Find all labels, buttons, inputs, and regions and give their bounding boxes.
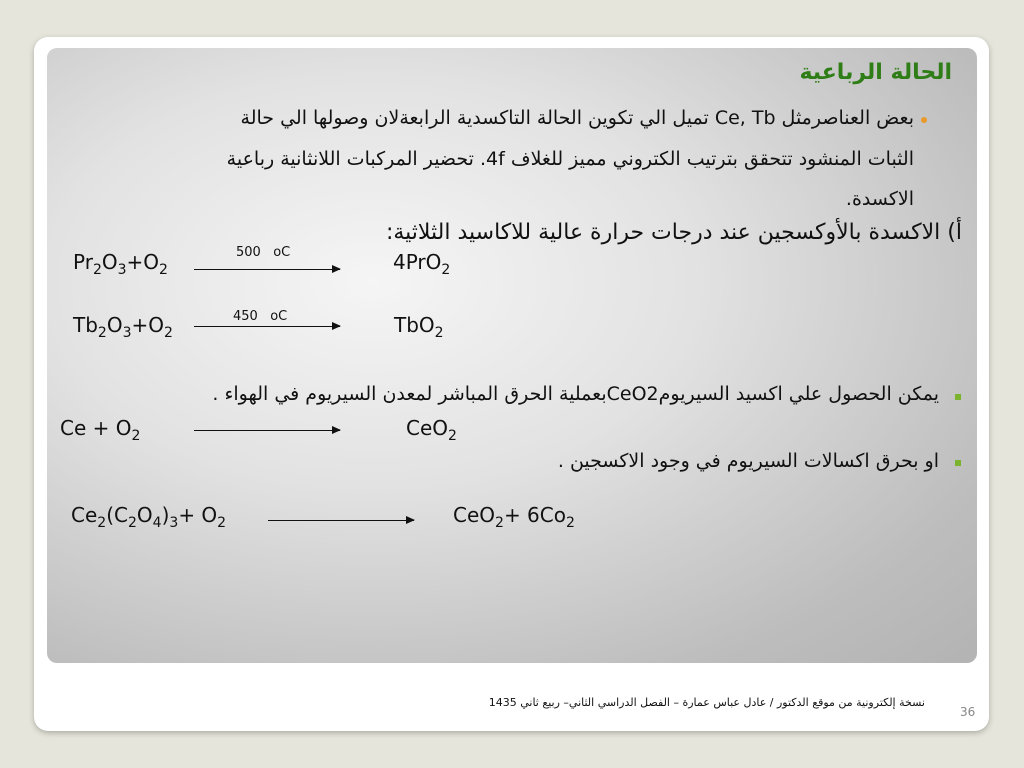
intro-line-2: الثبات المنشود تتحقق بترتيب الكتروني مميز للغلاف 4f. تحضير المركبات اللانثانية رباعية [226,148,914,170]
page-number: 36 [960,705,976,719]
footer-text: نسخة إلكترونية من موقع الدكتور / عادل عباس عمارة – الفصل الدراسي الثاني– ربيع ثاني 1435 [488,696,925,709]
reaction-1-arrow [194,269,340,270]
slide-content-area [47,48,977,663]
reaction-2-products: TbO$_2$ [394,313,444,341]
intro-line-1: بعض العناصرمثل Ce, Tb تميل الي تكوين الحالة التاكسدية الرابعةلان وصولها الي حالة [240,107,914,129]
reaction-4-arrow [268,520,414,521]
bullet-square-icon [955,460,961,466]
reaction-2-condition: 450 oC [233,309,288,324]
bullet-round-icon [921,117,927,123]
reaction-3-reactants: $Ce + O_2$ [60,416,141,444]
reaction-1-reactants: $Pr_2O_3+O_2$ [73,250,168,278]
section-a-heading: أ) الاكسدة بالأوكسجين عند درجات حرارة عالية للاكاسيد الثلاثية: [385,220,962,245]
cerium-oxide-line: يمكن الحصول علي اكسيد السيريومCeO2بعملية الحرق المباشر لمعدن السيريوم في الهواء . [212,383,939,405]
reaction-1-products: 4PrO$_2$ [393,250,451,278]
reaction-3-products: CeO$_2$ [406,416,457,444]
reaction-2-arrow [194,326,340,327]
reaction-1-condition: 500 oC [236,245,291,260]
reaction-3-arrow [194,430,340,431]
intro-line-3: الاكسدة. [845,188,914,210]
reaction-4-products: $CeO_2+ 6Co_2$ [453,503,575,531]
oxalate-line: او بحرق اكسالات السيريوم في وجود الاكسجين . [557,450,939,472]
slide-title: الحالة الرباعية [799,60,952,85]
bullet-square-icon [955,394,961,400]
reaction-4-reactants: $Ce_2(C_2O_4)_3+ O_2$ [71,503,227,531]
reaction-2-reactants: $Tb_2O_3+O_2$ [73,313,173,341]
